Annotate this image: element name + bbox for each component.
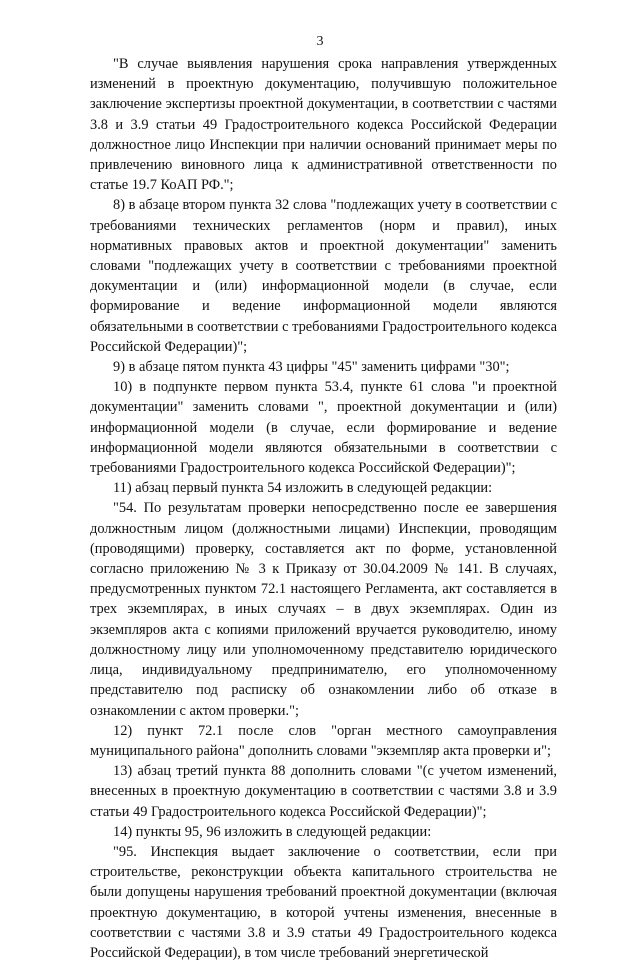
paragraph-1: "В случае выявления нарушения срока направления утвержденных изменений в проектную документацию, получившую положительное заключение экспертизы проектной документации, в соответствии с частями 3.8 и 3.9 статьи 49 Градостроительного кодекса Российской Федерации должностное лицо Инспекции при наличии оснований принимает меры по привлечению виновного лица к административной ответственности по статье 19.7 КоАП РФ."; <box>90 56 557 194</box>
paragraph-6: "54. По результатам проверки непосредственно после ее завершения должностным лицом (должностными лицами) Инспекции, проводящим (проводящими) проверку, составляется акт по форме, установленной согласно приложению № 3 к Приказу от 30.04.2009 № 141. В случаях, предусмотренных пунктом 72.1 настоящего Регламента, акт составляется в трех экземплярах, в иных случаях – в двух экземплярах. Один из экземпляров акта с копиями приложений вручается руководителю, иному должностному лицу или уполномоченному представителю юридического лица, индивидуальному предпринимателю, его уполномоченному представителю под расписку об ознакомлении либо об отказе в ознакомлении с актом проверки."; <box>90 500 557 719</box>
paragraph-2: 8) в абзаце втором пункта 32 слова "подлежащих учету в соответствии с требованиями технических регламентов (норм и правил), иных нормативных правовых актов и проектной документации" заменить словами "подлежащих учету в соответствии с требованиями проектной документации и (или) информационной модели (в случае, если формирование и ведение информационной модели являются обязательными в соответствии с требованиями Градостроительного кодекса Российской Федерации)"; <box>90 197 557 355</box>
paragraph-10: "95. Инспекция выдает заключение о соответствии, если при строительстве, реконструкции объекта капитального строительства не были допущены нарушения требований проектной документации (включая проектную документацию, в которой учтены изменения, внесенные в соответствии с частями 3.8 и 3.9 статьи 49 Градостроительного кодекса Российской Федерации), в том числе требований энергетической <box>90 843 557 961</box>
page-number: 3 <box>316 34 324 49</box>
paragraph-7: 12) пункт 72.1 после слов "орган местного самоуправления муниципального района" дополнить словами "экземпляр акта проверки и"; <box>90 722 557 759</box>
paragraph-8: 13) абзац третий пункта 88 дополнить словами "(с учетом изменений, внесенных в проектную документацию в соответствии с частями 3.8 и 3.9 статьи 49 Градостроительного кодекса Российской Федерации)"; <box>90 763 557 820</box>
paragraph-9: 14) пункты 95, 96 изложить в следующей редакции: <box>113 823 432 840</box>
paragraph-4: 10) в подпункте первом пункта 53.4, пункте 61 слова "и проектной документации" заменить словами ", проектной документации и (или) информационной модели (в случае, если формирование и ведение информационной модели являются обязательными в соответствии с требованиями Градостроительного кодекса Российской Федерации)"; <box>90 379 557 477</box>
document-body <box>90 54 557 963</box>
paragraph-5: 11) абзац первый пункта 54 изложить в следующей редакции: <box>113 480 493 497</box>
paragraph-3: 9) в абзаце пятом пункта 43 цифры "45" заменить цифрами "30"; <box>113 359 510 376</box>
